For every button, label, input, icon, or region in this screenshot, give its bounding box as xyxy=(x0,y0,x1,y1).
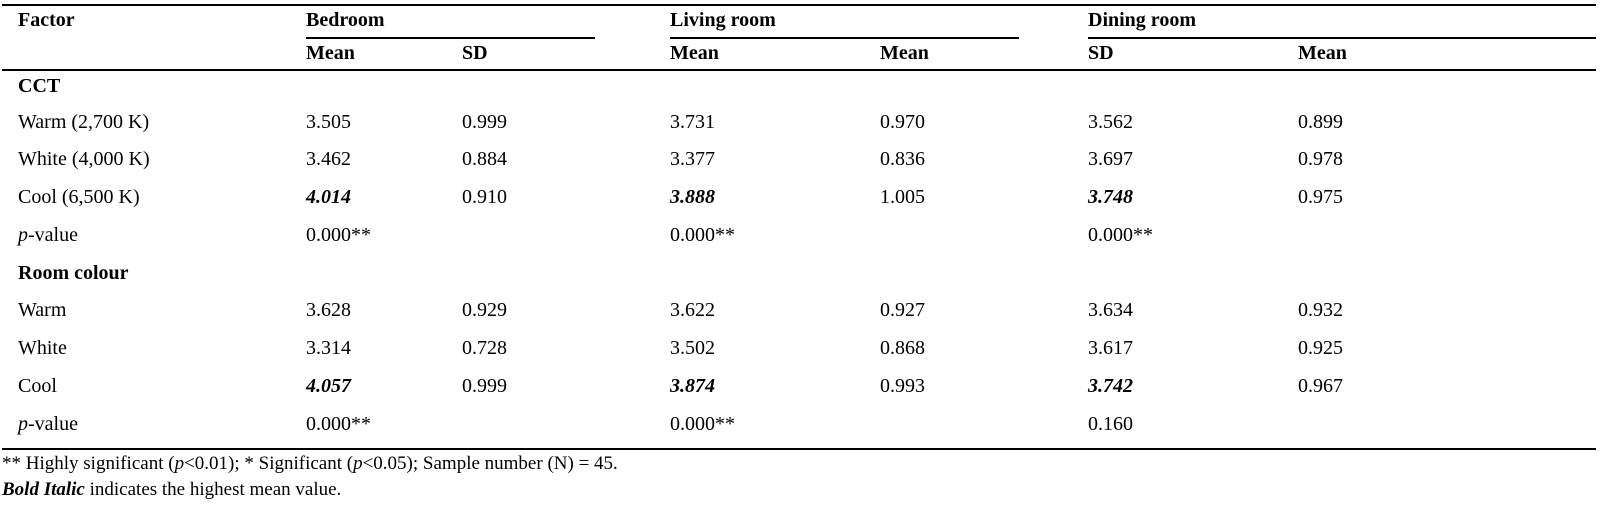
table-cell: 3.562 xyxy=(1088,111,1133,133)
section-title-room-colour: Room colour xyxy=(18,262,129,284)
group-header-bedroom: Bedroom xyxy=(306,9,385,31)
table-cell: 3.731 xyxy=(670,111,715,133)
p-symbol: p xyxy=(174,453,185,474)
group-rule-living-room xyxy=(670,37,1019,39)
table-cell: 3.377 xyxy=(670,148,715,170)
table-cell: 0.978 xyxy=(1298,148,1343,170)
p-symbol: p xyxy=(18,413,28,435)
row-label-p-value xyxy=(18,412,78,436)
factor-header: Factor xyxy=(18,9,75,31)
group-header-living-room: Living room xyxy=(670,9,776,31)
p-value-suffix: -value xyxy=(28,413,78,435)
table-cell: 1.005 xyxy=(880,186,925,208)
subheader-mean: Mean xyxy=(670,42,719,64)
table-cell: 3.617 xyxy=(1088,337,1133,359)
header-bottom-rule xyxy=(2,69,1596,71)
footnote-significance xyxy=(2,452,618,476)
table-cell: 0.899 xyxy=(1298,111,1343,133)
table-cell: 3.505 xyxy=(306,111,351,133)
table-cell: 0.000** xyxy=(306,224,371,246)
highest-mean-cell: 3.748 xyxy=(1088,186,1133,208)
table-cell: 0.975 xyxy=(1298,186,1343,208)
row-label: Warm (2,700 K) xyxy=(18,111,150,133)
table-cell: 0.993 xyxy=(880,375,925,397)
table-cell: 0.999 xyxy=(462,375,507,397)
table-cell: 0.932 xyxy=(1298,299,1343,321)
table-cell: 0.836 xyxy=(880,148,925,170)
footnote-emphasis: Bold Italic xyxy=(2,479,85,500)
row-label: Warm xyxy=(18,299,67,321)
footnote-text: <0.01); * Significant ( xyxy=(184,453,354,474)
row-label: White (4,000 K) xyxy=(18,148,150,170)
row-label-p-value xyxy=(18,223,78,247)
p-value-suffix: -value xyxy=(28,224,78,246)
table-top-rule xyxy=(2,4,1596,6)
table-cell: 0.925 xyxy=(1298,337,1343,359)
table-cell: 0.927 xyxy=(880,299,925,321)
group-rule-dining-room xyxy=(1088,37,1596,39)
table-cell: 0.884 xyxy=(462,148,507,170)
footnote-text: <0.05); Sample number (N) = 45. xyxy=(362,453,618,474)
subheader-sd: SD xyxy=(1088,42,1114,64)
p-symbol: p xyxy=(18,224,28,246)
subheader-mean: Mean xyxy=(880,42,929,64)
footnote-text: indicates the highest mean value. xyxy=(84,479,342,500)
p-symbol: p xyxy=(353,453,363,474)
table-cell: 0.910 xyxy=(462,186,507,208)
highest-mean-cell: 4.014 xyxy=(306,186,351,208)
table-cell: 3.502 xyxy=(670,337,715,359)
group-header-dining-room: Dining room xyxy=(1088,9,1196,31)
table-cell: 3.622 xyxy=(670,299,715,321)
highest-mean-cell: 3.874 xyxy=(670,375,715,397)
table-bottom-rule xyxy=(2,448,1596,450)
row-label: White xyxy=(18,337,67,359)
table-cell: 0.000** xyxy=(1088,224,1153,246)
highest-mean-cell: 3.888 xyxy=(670,186,715,208)
row-label: Cool (6,500 K) xyxy=(18,186,140,208)
table-cell: 3.697 xyxy=(1088,148,1133,170)
table-cell: 0.999 xyxy=(462,111,507,133)
table-cell: 0.967 xyxy=(1298,375,1343,397)
subheader-sd: SD xyxy=(462,42,488,64)
table-cell: 3.462 xyxy=(306,148,351,170)
table-cell: 0.000** xyxy=(306,413,371,435)
footnote-bold-italic xyxy=(2,478,341,502)
subheader-mean: Mean xyxy=(1298,42,1347,64)
highest-mean-cell: 3.742 xyxy=(1088,375,1133,397)
subheader-mean: Mean xyxy=(306,42,355,64)
footnote-text: ** Highly significant ( xyxy=(2,453,175,474)
table-cell: 0.000** xyxy=(670,224,735,246)
section-title-cct: CCT xyxy=(18,75,61,97)
table-cell: 3.314 xyxy=(306,337,351,359)
table-cell: 0.000** xyxy=(670,413,735,435)
row-label: Cool xyxy=(18,375,57,397)
table-cell: 0.160 xyxy=(1088,413,1133,435)
table-cell: 3.634 xyxy=(1088,299,1133,321)
table-cell: 0.728 xyxy=(462,337,507,359)
group-rule-bedroom xyxy=(306,37,595,39)
table-cell: 0.970 xyxy=(880,111,925,133)
highest-mean-cell: 4.057 xyxy=(306,375,351,397)
table-cell: 0.929 xyxy=(462,299,507,321)
table-cell: 3.628 xyxy=(306,299,351,321)
table-cell: 0.868 xyxy=(880,337,925,359)
